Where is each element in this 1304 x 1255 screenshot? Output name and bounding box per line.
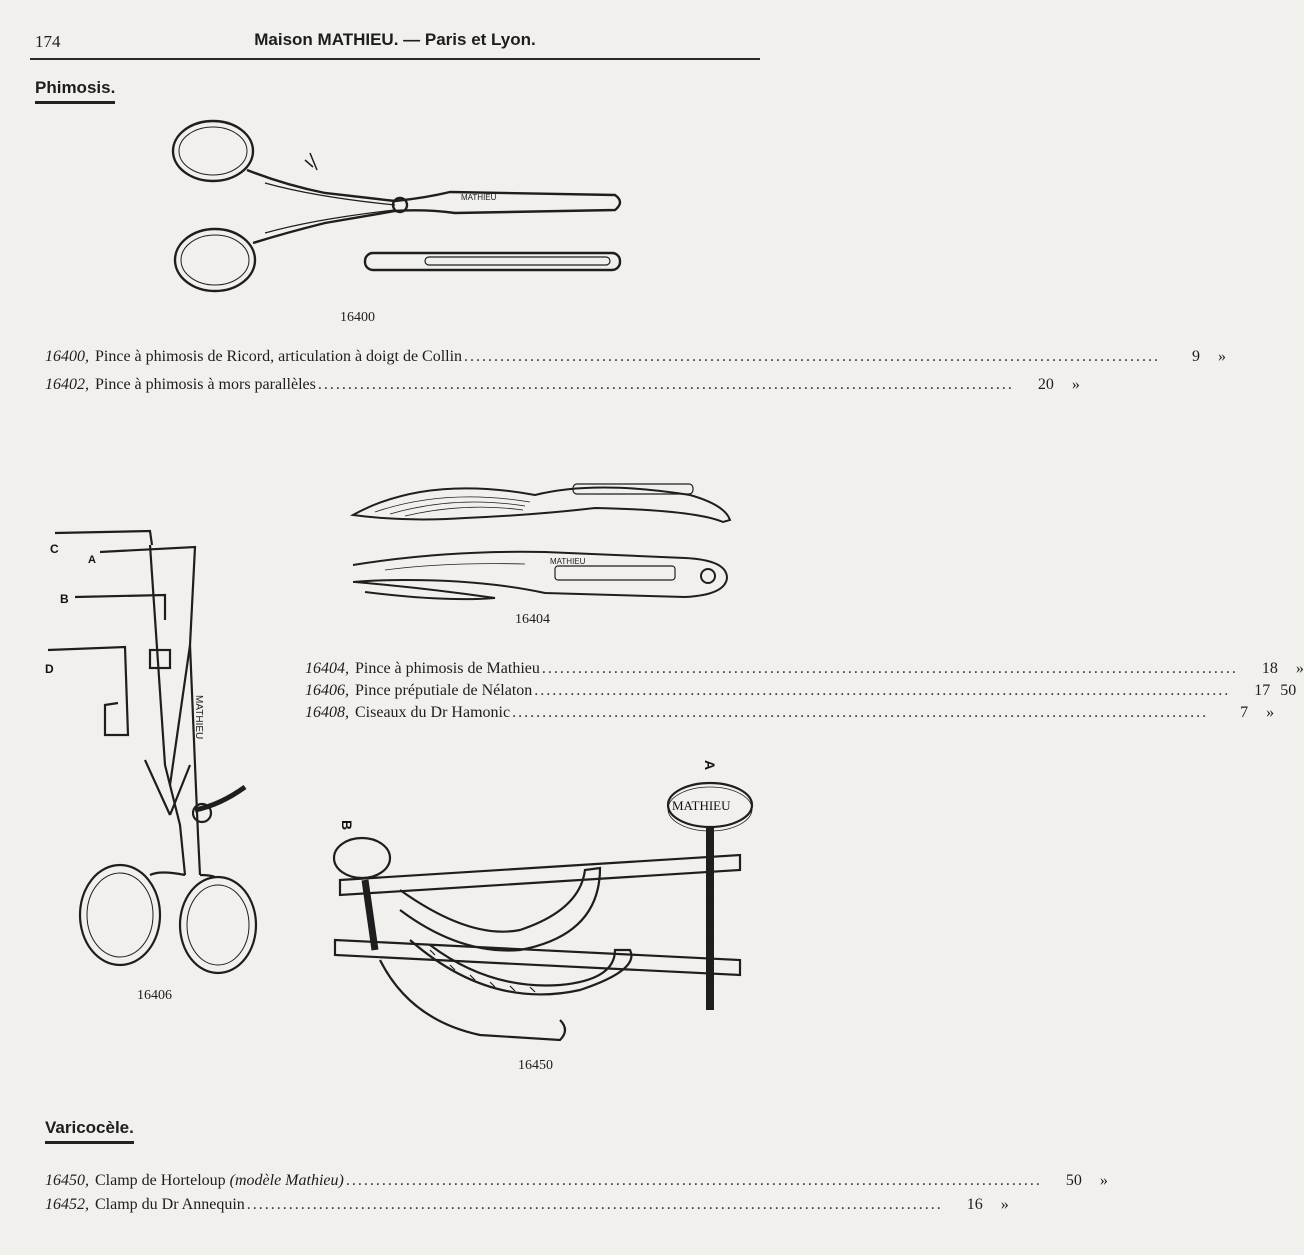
part-label-a: A <box>88 554 96 566</box>
part-label-d: D <box>45 662 54 676</box>
entry-price-cents: » <box>1218 348 1227 365</box>
entry-price: 50 <box>1065 1172 1082 1189</box>
forceps-16400-stamp: MATHIEU <box>461 193 497 202</box>
entry-price: 18 <box>1261 660 1278 677</box>
entry-price: 9 <box>1192 348 1201 365</box>
dot-leader: .................................................................................................................... <box>512 704 1209 721</box>
entry-price: 7 <box>1240 704 1249 721</box>
part-label-a-clamp: A <box>702 760 718 771</box>
catalog-entry-16408 <box>305 704 1275 722</box>
entry-description: Pince préputiale de Nélaton <box>355 682 533 699</box>
entry-price-cents: » <box>1266 704 1275 721</box>
catalog-entry-16400 <box>45 348 1227 366</box>
dot-leader: .................................................................................................................... <box>541 660 1238 677</box>
catalog-entry-16452 <box>45 1196 1009 1214</box>
page-number: 174 <box>35 32 61 51</box>
entry-price-cents: » <box>1295 660 1304 677</box>
entry-description: Ciseaux du Dr Hamonic <box>355 704 511 721</box>
entry-number: 16404, <box>305 660 349 677</box>
entry-note: (modèle Mathieu) <box>229 1172 344 1189</box>
clamp-16450-illustration <box>320 750 760 1050</box>
figure-label-16400: 16400 <box>340 310 375 325</box>
entry-price-cents: » <box>1000 1196 1009 1213</box>
figure-label-16404: 16404 <box>515 612 550 627</box>
entry-number: 16408, <box>305 704 349 721</box>
entry-description: Clamp du Dr Annequin <box>95 1196 245 1213</box>
entry-description-text: Clamp de Horteloup <box>95 1172 226 1189</box>
catalog-entry-16402 <box>45 376 1080 394</box>
entry-number: 16406, <box>305 682 349 699</box>
clamp-16450-stamp: MATHIEU <box>672 798 731 813</box>
catalog-entry-16404 <box>305 660 1304 678</box>
entry-price-cents: 50 <box>1280 682 1297 699</box>
catalog-entry-16450 <box>45 1172 1108 1190</box>
dot-leader: .................................................................................................................... <box>534 682 1231 699</box>
entry-price-cents: » <box>1099 1172 1108 1189</box>
entry-description: Pince à phimosis de Ricord, articulation à doigt de Collin <box>95 348 463 365</box>
dot-leader: .................................................................................................................... <box>317 376 1014 393</box>
entry-number: 16400, <box>45 348 89 365</box>
forceps-16404-stamp: MATHIEU <box>550 557 586 566</box>
forceps-16400-illustration <box>165 115 635 305</box>
section-title-phimosis: Phimosis. <box>35 78 115 104</box>
entry-description: Pince à phimosis de Mathieu <box>355 660 540 677</box>
entry-number: 16450, <box>45 1172 89 1189</box>
catalog-entry-16406 <box>305 682 1297 700</box>
figure-label-16406: 16406 <box>137 988 172 1003</box>
part-label-b: B <box>60 592 69 606</box>
entry-number: 16452, <box>45 1196 89 1213</box>
entry-description: Pince à phimosis à mors parallèles <box>95 376 316 393</box>
part-label-c: C <box>50 542 59 556</box>
entry-price: 16 <box>966 1196 983 1213</box>
running-title: Maison MATHIEU. — Paris et Lyon. <box>254 30 536 49</box>
forceps-16404-illustration <box>345 470 740 610</box>
forceps-16406-stamp: MATHIEU <box>193 695 204 740</box>
entry-price-cents: » <box>1071 376 1080 393</box>
entry-price: 17 <box>1254 682 1271 699</box>
entry-number: 16402, <box>45 376 89 393</box>
forceps-16406-illustration <box>40 525 270 985</box>
part-label-b-clamp: B <box>339 820 355 831</box>
dot-leader: .................................................................................................................... <box>464 348 1161 365</box>
dot-leader: .................................................................................................................... <box>246 1196 943 1213</box>
section-title-varicocele: Varicocèle. <box>45 1118 134 1144</box>
figure-label-16450: 16450 <box>518 1058 553 1073</box>
dot-leader: .................................................................................................................... <box>345 1172 1042 1189</box>
page-header <box>30 28 760 60</box>
entry-price: 20 <box>1037 376 1054 393</box>
entry-description <box>95 1172 344 1190</box>
